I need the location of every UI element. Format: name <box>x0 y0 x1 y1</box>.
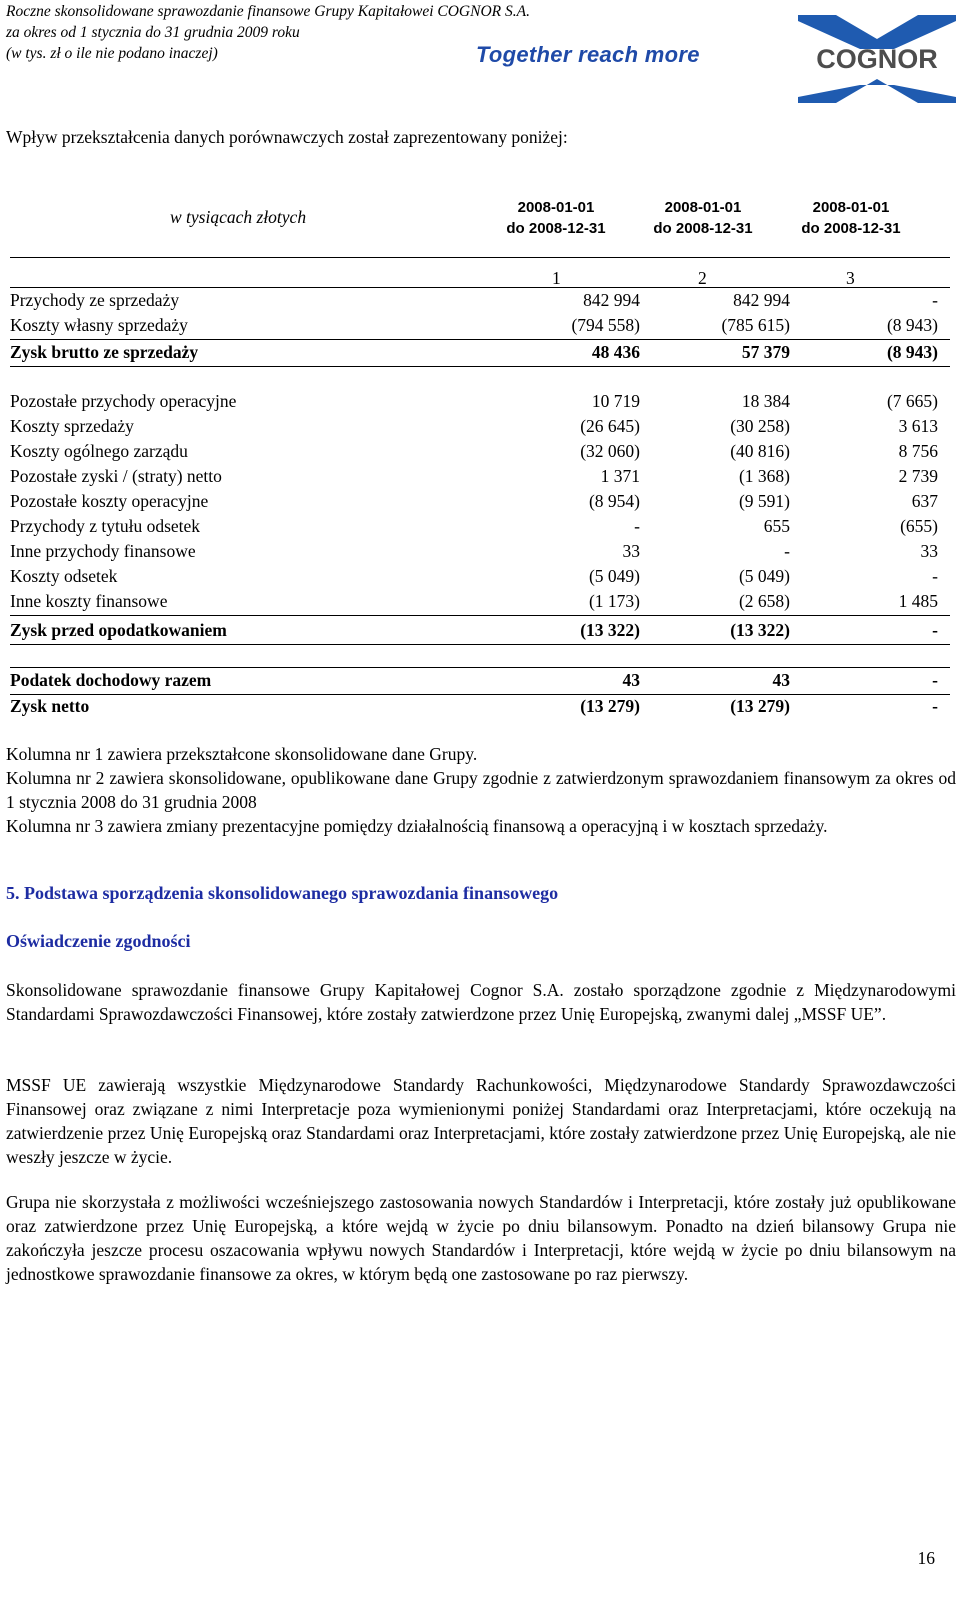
table-row: Inne koszty finansowe (1 173) (2 658) 1 485 <box>10 591 938 611</box>
table-row: Przychody z tytułu odsetek - 655 (655) <box>10 516 938 536</box>
section-subheading: Oświadczenie zgodności <box>6 931 191 951</box>
table-row: Zysk brutto ze sprzedaży 48 436 57 379 (8 943) <box>10 342 938 362</box>
table-row: Koszty ogólnego zarządu (32 060) (40 816) 8 756 <box>10 441 938 461</box>
table-row: Podatek dochodowy razem 43 43 - <box>10 670 938 690</box>
column-header-2: 2008-01-01 do 2008-12-31 <box>653 199 753 237</box>
section-heading: 5. Podstawa sporządzenia skonsolidowanego sprawozdania finansowego <box>6 883 559 903</box>
table-row: Koszty własny sprzedaży (794 558) (785 615) (8 943) <box>10 315 938 335</box>
table-row: Pozostałe przychody operacyjne 10 719 18 384 (7 665) <box>10 391 938 411</box>
table-rule <box>10 339 950 340</box>
table-row: Przychody ze sprzedaży 842 994 842 994 - <box>10 290 938 310</box>
header-line-1: Roczne skonsolidowane sprawozdanie finansowe Grupy Kapitałowei COGNOR S.A. <box>6 3 530 20</box>
cognor-logo <box>798 15 956 103</box>
table-rule <box>10 366 950 367</box>
page-number: 16 <box>917 1548 935 1568</box>
table-rule <box>10 615 950 616</box>
table-row: Koszty odsetek (5 049) (5 049) - <box>10 566 938 586</box>
note-column-2: Kolumna nr 2 zawiera skonsolidowane, opublikowane dane Grupy zgodnie z zatwierdzonym sprawozdaniem finansowym za okres od 1 stycznia 2008 do 31 grudnia 2008 <box>6 768 956 812</box>
note-column-1: Kolumna nr 1 zawiera przekształcone skonsolidowane dane Grupy. <box>6 744 478 764</box>
table-row: Zysk netto (13 279) (13 279) - <box>10 696 938 716</box>
table-rule <box>10 257 950 258</box>
column-number-3: 3 <box>846 268 855 288</box>
column-header-1: 2008-01-01 do 2008-12-31 <box>506 199 606 237</box>
table-row: Pozostałe zyski / (straty) netto 1 371 (1 368) 2 739 <box>10 466 938 486</box>
header-line-2: za okres od 1 stycznia do 31 grudnia 2009 roku <box>6 24 300 41</box>
paragraph-3: Grupa nie skorzystała z możliwości wcześniejszego zastosowania nowych Standardów i Interpretacji, które zostały już opublikowane oraz zatwierdzone przez Unię Europejską, a które wejdą w życie po dniu bilansowym. Ponadto na dzień bilansowy Grupa nie zakończyła jeszcze procesu oszacowania wpływu nowych Standardów i Interpretacji, które wejdą w życie po dniu bilansowym na jednostkowe sprawozdanie finansowe za okres, w którym będą one zastosowane po raz pierwszy. <box>6 1192 956 1284</box>
table-rule <box>10 667 950 668</box>
tagline: Together reach more <box>476 42 700 67</box>
intro-text: Wpływ przekształcenia danych porównawczych został zaprezentowany poniżej: <box>6 127 568 147</box>
table-rule <box>10 644 950 645</box>
header-line-3: (w tys. zł o ile nie podano inaczej) <box>6 45 218 62</box>
column-number-1: 1 <box>552 268 561 288</box>
table-row: Koszty sprzedaży (26 645) (30 258) 3 613 <box>10 416 938 436</box>
column-number-2: 2 <box>698 268 707 288</box>
unit-label: w tysiącach złotych <box>170 207 307 227</box>
table-row: Inne przychody finansowe 33 - 33 <box>10 541 938 561</box>
table-rule <box>10 694 950 695</box>
paragraph-2: MSSF UE zawierają wszystkie Międzynarodowe Standardy Rachunkowości, Międzynarodowe Standardy Sprawozdawczości Finansowej oraz związane z nimi Interpretacje poza wymienionymi poniżej Standardami oraz Interpretacjami, które oczekują na zatwierdzenie przez Unię Europejską oraz Standardami oraz Interpretacjami, które zostały zatwierdzone przez Unię Europejską, ale nie weszły jeszcze w życie. <box>6 1075 956 1167</box>
report-header <box>6 1 530 64</box>
table-rule <box>10 287 950 288</box>
paragraph-1: Skonsolidowane sprawozdanie finansowe Grupy Kapitałowej Cognor S.A. zostało sporządzone zgodnie z Międzynarodowymi Standardami Sprawozdawczości Finansowej, które zostały zatwierdzone przez Unię Europejską, zwanymi dalej „MSSF UE”. <box>6 980 956 1024</box>
column-header-3: 2008-01-01 do 2008-12-31 <box>801 199 901 237</box>
table-row: Pozostałe koszty operacyjne (8 954) (9 591) 637 <box>10 491 938 511</box>
note-column-3: Kolumna nr 3 zawiera zmiany prezentacyjne pomiędzy działalnością finansową a operacyjną i w kosztach sprzedaży. <box>6 816 828 836</box>
table-row: Zysk przed opodatkowaniem (13 322) (13 322) - <box>10 620 938 640</box>
logo-text: COGNOR <box>816 44 938 74</box>
